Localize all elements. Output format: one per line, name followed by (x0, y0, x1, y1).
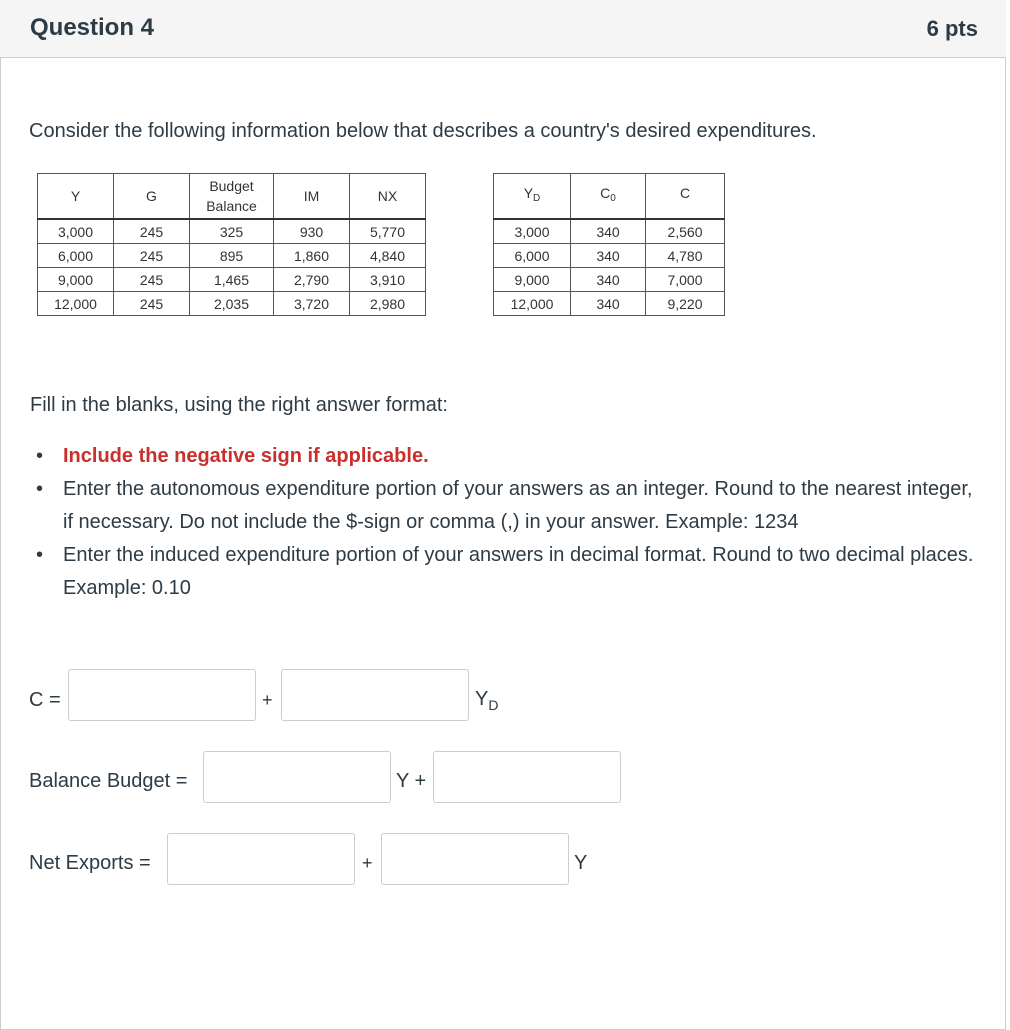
bullet-icon: • (36, 544, 44, 566)
table-row (494, 244, 725, 268)
table-cell: 3,720 (274, 292, 350, 316)
table-row (494, 292, 725, 316)
table-cell: 245 (114, 244, 190, 268)
col-header-y: Y (38, 174, 114, 220)
bullet-icon: • (36, 445, 44, 467)
table-cell: 245 (114, 219, 190, 244)
table-cell: 930 (274, 219, 350, 244)
table-cell: 340 (571, 268, 646, 292)
table-row (38, 244, 426, 268)
consumption-label: C = (29, 689, 61, 711)
list-item: • Enter the autonomous expenditure portion of your answers as an integer. Round to the nearest integer, if necessary. Do not include the $-sign or comma (,) in your answer. Example: 1234 (34, 473, 984, 539)
table-cell: 1,465 (190, 268, 274, 292)
consumption-table (493, 173, 725, 316)
table-cell: 340 (571, 219, 646, 244)
net-exports-label: Net Exports = (29, 852, 151, 874)
table-cell: 3,910 (350, 268, 426, 292)
consumption-autonomous-input[interactable] (68, 669, 256, 721)
bullet-icon: • (36, 478, 44, 500)
col-header-nx: NX (350, 174, 426, 220)
table-header-row (494, 174, 725, 220)
net-exports-autonomous-input[interactable] (167, 833, 355, 885)
table-cell: 6,000 (38, 244, 114, 268)
expenditure-table (37, 173, 426, 316)
table-cell: 2,035 (190, 292, 274, 316)
col-header-c0: $C_0$ (571, 174, 646, 220)
table-row (38, 219, 426, 244)
table-cell: 4,840 (350, 244, 426, 268)
table-cell: 325 (190, 219, 274, 244)
question-title: Question 4 (30, 14, 155, 41)
table-cell: 12,000 (494, 292, 571, 316)
col-header-yd: $Y_D$ (494, 174, 571, 220)
table-cell: 6,000 (494, 244, 571, 268)
table-cell: 245 (114, 292, 190, 316)
table-cell: 2,790 (274, 268, 350, 292)
col-header-c: C (646, 174, 725, 220)
col-header-budget-balance: Budget Balance (190, 174, 274, 220)
question-header (0, 0, 1006, 58)
table-row (38, 268, 426, 292)
net-exports-plus: + (362, 853, 373, 873)
table-header-row (38, 174, 426, 220)
table-cell: 9,000 (494, 268, 571, 292)
balance-budget-induced-input[interactable] (203, 751, 391, 803)
table-cell: 245 (114, 268, 190, 292)
table-cell: 9,220 (646, 292, 725, 316)
table-cell: 9,000 (38, 268, 114, 292)
table-row (494, 268, 725, 292)
instructions-intro: Fill in the blanks, using the right answer format: (30, 394, 448, 416)
balance-budget-label: Balance Budget = (29, 770, 188, 792)
consumption-plus: + (262, 690, 273, 710)
table-cell: 12,000 (38, 292, 114, 316)
table-cell: 5,770 (350, 219, 426, 244)
table-cell: 340 (571, 244, 646, 268)
table-cell: 3,000 (38, 219, 114, 244)
question-points: 6 pts (926, 16, 978, 41)
table-cell: 1,860 (274, 244, 350, 268)
balance-budget-middle: Y + (396, 770, 427, 792)
col-header-g: G (114, 174, 190, 220)
table-cell: 3,000 (494, 219, 571, 244)
net-exports-induced-input[interactable] (381, 833, 569, 885)
balance-budget-autonomous-input[interactable] (433, 751, 621, 803)
col-header-im: IM (274, 174, 350, 220)
question-intro: Consider the following information below that describes a country's desired expenditures. (29, 120, 817, 142)
table-cell: 7,000 (646, 268, 725, 292)
table-row (494, 219, 725, 244)
table-cell: 2,980 (350, 292, 426, 316)
list-item: • Enter the induced expenditure portion of your answers in decimal format. Round to two decimal places. Example: 0.10 (34, 539, 984, 605)
table-cell: 895 (190, 244, 274, 268)
list-item: • Include the negative sign if applicable. (34, 440, 984, 473)
table-cell: 2,560 (646, 219, 725, 244)
table-row (38, 292, 426, 316)
table-cell: 340 (571, 292, 646, 316)
net-exports-variable: Y (574, 852, 588, 874)
instructions-list (34, 440, 984, 605)
table-cell: 4,780 (646, 244, 725, 268)
consumption-variable: $Y_D$ (475, 688, 499, 713)
consumption-induced-input[interactable] (281, 669, 469, 721)
